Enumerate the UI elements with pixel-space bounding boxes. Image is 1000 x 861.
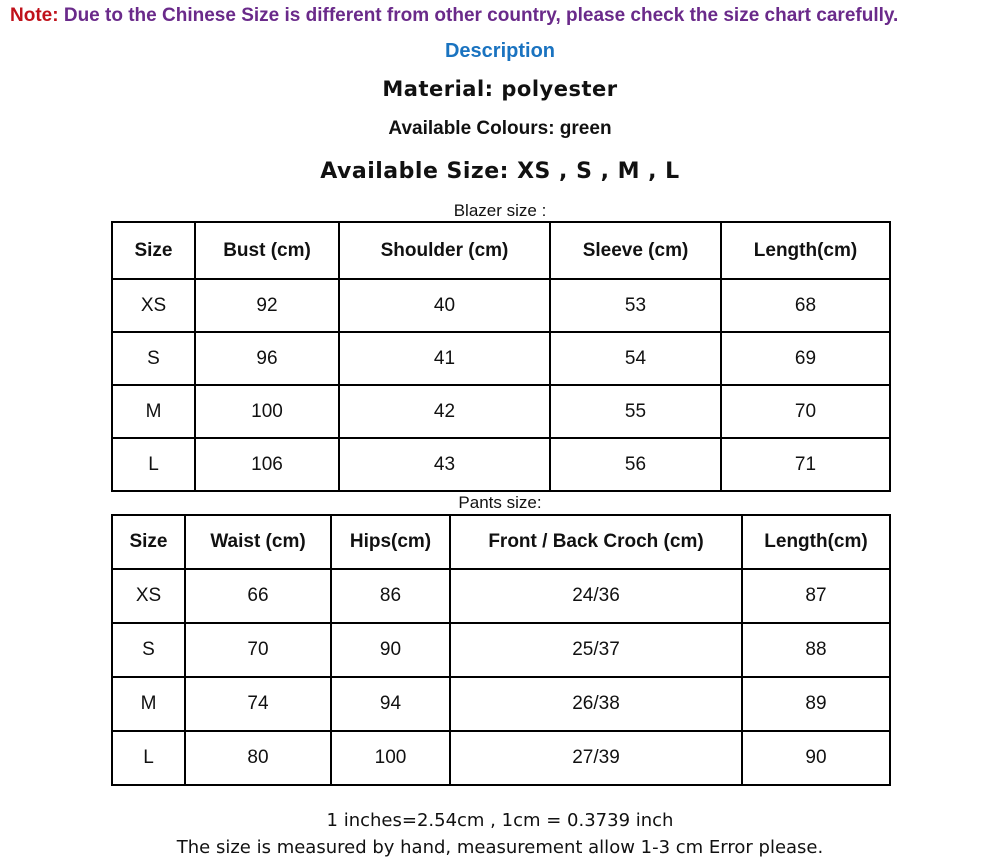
conversion-note: 1 inches=2.54cm , 1cm = 0.3739 inch (326, 810, 674, 831)
pants-caption: Pants size: (458, 493, 542, 512)
table-row (112, 438, 890, 491)
table-cell: M (112, 677, 185, 731)
table-header-row (112, 222, 890, 279)
table-cell: 70 (185, 623, 331, 677)
table-cell: 66 (185, 569, 331, 623)
column-header: Size (112, 222, 195, 279)
table-cell: 87 (742, 569, 890, 623)
table-cell: 92 (195, 279, 339, 332)
table-cell: 90 (742, 731, 890, 785)
column-header: Front / Back Croch (cm) (450, 515, 742, 569)
column-header: Size (112, 515, 185, 569)
table-row (112, 623, 890, 677)
column-header: Shoulder (cm) (339, 222, 550, 279)
table-cell: 54 (550, 332, 721, 385)
table-cell: XS (112, 569, 185, 623)
table-cell: 71 (721, 438, 890, 491)
table-cell: S (112, 332, 195, 385)
table-cell: 42 (339, 385, 550, 438)
table-cell: 74 (185, 677, 331, 731)
table-cell: 96 (195, 332, 339, 385)
colours-line: Available Colours: green (388, 118, 612, 139)
column-header: Length(cm) (742, 515, 890, 569)
table-cell: 40 (339, 279, 550, 332)
table-cell: 94 (331, 677, 450, 731)
column-header: Waist (cm) (185, 515, 331, 569)
column-header: Sleeve (cm) (550, 222, 721, 279)
pants-size-table (111, 514, 891, 786)
measurement-note: The size is measured by hand, measurement allow 1-3 cm Error please. (176, 837, 824, 858)
table-cell: 69 (721, 332, 890, 385)
table-row (112, 279, 890, 332)
table-cell: 100 (331, 731, 450, 785)
table-row (112, 332, 890, 385)
table-cell: 41 (339, 332, 550, 385)
note-text: Due to the Chinese Size is different from other country, please check the size chart carefully. (63, 5, 899, 26)
table-cell: M (112, 385, 195, 438)
note-label: Note: (10, 5, 59, 26)
table-cell: S (112, 623, 185, 677)
table-cell: 89 (742, 677, 890, 731)
table-cell: 56 (550, 438, 721, 491)
table-cell: 26/38 (450, 677, 742, 731)
table-cell: 86 (331, 569, 450, 623)
table-cell: 80 (185, 731, 331, 785)
table-cell: 88 (742, 623, 890, 677)
table-cell: 55 (550, 385, 721, 438)
table-row (112, 677, 890, 731)
column-header: Length(cm) (721, 222, 890, 279)
material-line: Material: polyester (382, 77, 618, 101)
description-heading: Description (444, 40, 556, 62)
size-note (10, 5, 995, 27)
table-header-row (112, 515, 890, 569)
table-row (112, 569, 890, 623)
table-row (112, 731, 890, 785)
table-cell: L (112, 438, 195, 491)
blazer-caption: Blazer size : (453, 201, 547, 220)
column-header: Hips(cm) (331, 515, 450, 569)
available-sizes-line: Available Size: XS , S , M , L (320, 159, 680, 184)
column-header: Bust (cm) (195, 222, 339, 279)
table-row (112, 385, 890, 438)
table-cell: 43 (339, 438, 550, 491)
table-cell: L (112, 731, 185, 785)
table-cell: 90 (331, 623, 450, 677)
blazer-size-table (111, 221, 891, 492)
table-cell: 25/37 (450, 623, 742, 677)
table-cell: 24/36 (450, 569, 742, 623)
table-cell: 106 (195, 438, 339, 491)
table-cell: 53 (550, 279, 721, 332)
table-cell: 70 (721, 385, 890, 438)
table-cell: XS (112, 279, 195, 332)
table-cell: 68 (721, 279, 890, 332)
table-cell: 27/39 (450, 731, 742, 785)
table-cell: 100 (195, 385, 339, 438)
